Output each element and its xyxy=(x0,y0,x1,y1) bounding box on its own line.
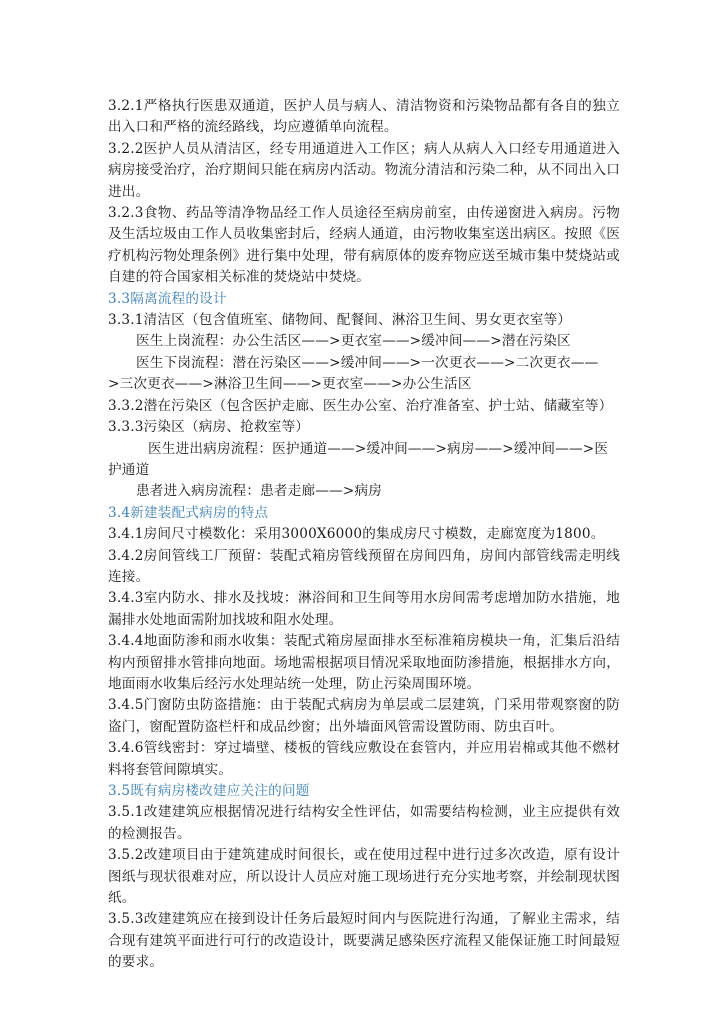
para-3-2-2: 3.2.2医护人员从清洁区，经专用通道进入工作区；病人从病人入口经专用通道进入病房接受治疗，治疗期间只能在病房内活动。物流分清洁和污染二种，从不同出入口进出。 xyxy=(108,140,620,200)
flow-doctor-off-duty-cont: >三次更衣——>淋浴卫生间——>更衣室——>办公生活区 xyxy=(108,376,472,393)
para-3-5-2: 3.5.2改建项目由于建筑建成时间很长，或在使用过程中进行过多次改造，原有设计图纸与现状很难对应，所以设计人员应对施工现场进行充分实地考察，并绘制现状图纸。 xyxy=(108,847,620,907)
para-3-4-6: 3.4.6管线密封：穿过墙壁、楼板的管线应敷设在套管内，并应用岩棉或其他不燃材料将套管间隙填实。 xyxy=(108,740,620,778)
section-heading-3-3: 3.3隔离流程的设计 xyxy=(108,290,227,307)
para-3-5-1: 3.5.1改建建筑应根据情况进行结构安全性评估，如需要结构检测，业主应提供有效的检测报告。 xyxy=(108,804,620,842)
para-3-2-3: 3.2.3食物、药品等清净物品经工作人员途径至病房前室，由传递窗进入病房。污物及生活垃圾由工作人员收集密封后，经病人通道，由污物收集室送出病区。按照《医疗机构污物处理条例》进行集中处理，带有病原体的废弃物应送至城市集中焚烧站或自建的符合国家相关标准的焚烧站中焚烧。 xyxy=(108,205,620,286)
flow-doctor-on-duty: 医生上岗流程：办公生活区——>更衣室——>缓冲间——>潜在污染区 xyxy=(136,333,571,350)
section-heading-3-4: 3.4新建装配式病房的特点 xyxy=(108,504,269,521)
para-3-5-3: 3.5.3改建建筑应在接到设计任务后最短时间内与医院进行沟通，了解业主需求，结合现有建筑平面进行可行的改造设计，既要满足感染医疗流程又能保证施工时间最短的要求。 xyxy=(108,911,620,971)
flow-doctor-off-duty: 医生下岗流程：潜在污染区——>缓冲间——>一次更衣——>二次更衣—— xyxy=(136,354,599,371)
para-3-3-1: 3.3.1清洁区（包含值班室、储物间、配餐间、淋浴卫生间、男女更衣室等） xyxy=(108,312,572,329)
para-3-3-3: 3.3.3污染区（病房、抢救室等） xyxy=(108,419,310,436)
para-3-3-2: 3.3.2潜在污染区（包含医护走廊、医生办公室、治疗准备室、护士站、储藏室等） xyxy=(108,397,613,414)
para-3-2-1: 3.2.1严格执行医患双通道，医护人员与病人、清洁物资和污染物品都有各自的独立出入口和严格的流经路线，均应遵循单向流程。 xyxy=(108,98,620,136)
section-heading-3-5: 3.5既有病房楼改建应关注的问题 xyxy=(108,783,310,799)
para-3-4-1: 3.4.1房间尺寸模数化：采用3000X6000的集成房尺寸模数，走廊宽度为1800。 xyxy=(108,526,605,543)
flow-patient-ward: 患者进入病房流程：患者走廊——>病房 xyxy=(136,483,383,500)
para-3-4-3: 3.4.3室内防水、排水及找坡：淋浴间和卫生间等用水房间需考虑增加防水措施，地漏排水处地面需附加找坡和阻水处理。 xyxy=(108,590,620,628)
para-3-4-4: 3.4.4地面防渗和雨水收集：装配式箱房屋面排水至标准箱房模块一角，汇集后沿结构内预留排水管排向地面。场地需根据项目情况采取地面防渗措施，根据排水方向，地面雨水收集后经污水处理站统一处理，防止污染周围环境。 xyxy=(108,633,620,692)
flow-doctor-ward-cont: 护通道 xyxy=(108,461,150,478)
para-3-4-2: 3.4.2房间管线工厂预留：装配式箱房管线预留在房间四角，房间内部管线需走明线连接。 xyxy=(108,547,620,585)
para-3-4-5: 3.4.5门窗防虫防盗措施：由于装配式病房为单层或二层建筑，门采用带观察窗的防盗门，窗配置防盗栏杆和成品纱窗；出外墙面风管需设置防雨、防虫百叶。 xyxy=(108,697,620,735)
flow-doctor-ward: 医生进出病房流程：医护通道——>缓冲间——>病房——>缓冲间——>医 xyxy=(148,440,609,457)
document-body xyxy=(108,96,620,974)
